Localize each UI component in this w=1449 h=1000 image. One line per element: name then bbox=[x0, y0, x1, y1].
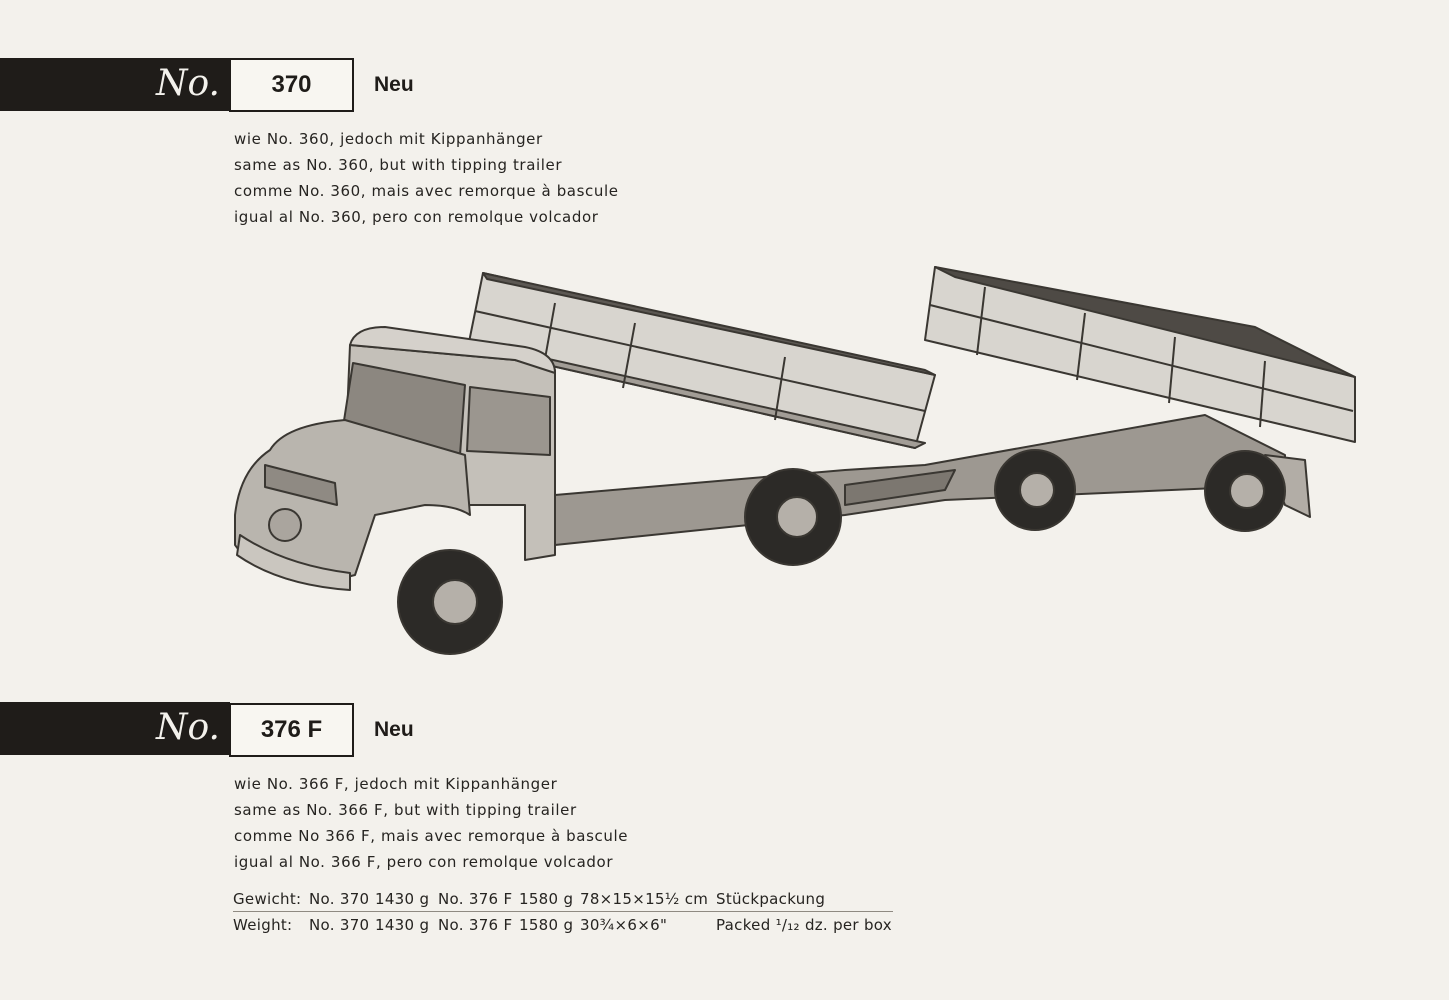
spec-a-number: No. 370 bbox=[309, 916, 370, 934]
spec-size: 30¾×6×6" bbox=[580, 916, 668, 934]
spec-row-english bbox=[233, 912, 898, 938]
description-fr: comme No. 360, mais avec remorque à bascule bbox=[234, 182, 619, 200]
spec-label: Weight: bbox=[233, 916, 293, 934]
spec-packing: Packed ¹/₁₂ dz. per box bbox=[716, 916, 892, 934]
product-number: 370 bbox=[229, 58, 354, 112]
spec-b-weight: 1580 g bbox=[519, 890, 574, 908]
spec-b-number: No. 376 F bbox=[438, 890, 513, 908]
spec-b-number: No. 376 F bbox=[438, 916, 513, 934]
description-fr: comme No 366 F, mais avec remorque à bascule bbox=[234, 827, 629, 845]
spec-b-weight: 1580 g bbox=[519, 916, 574, 934]
no-label: No. bbox=[156, 63, 220, 104]
spec-a-weight: 1430 g bbox=[375, 916, 430, 934]
spec-a-number: No. 370 bbox=[309, 890, 370, 908]
description-es: igual al No. 366 F, pero con remolque volcador bbox=[234, 853, 614, 871]
description-de: wie No. 366 F, jedoch mit Kippanhänger bbox=[234, 775, 558, 793]
spec-packing: Stückpackung bbox=[716, 890, 826, 908]
spec-size: 78×15×15½ cm bbox=[580, 890, 709, 908]
spec-label: Gewicht: bbox=[233, 890, 302, 908]
spec-row-german bbox=[233, 886, 898, 912]
truck-trailer-illustration bbox=[225, 255, 1375, 675]
description-es: igual al No. 360, pero con remolque volcador bbox=[234, 208, 599, 226]
specs-table bbox=[233, 886, 898, 938]
new-badge: Neu bbox=[374, 73, 414, 96]
spec-a-weight: 1430 g bbox=[375, 890, 430, 908]
description-en: same as No. 360, but with tipping trailer bbox=[234, 156, 563, 174]
number-bar bbox=[0, 702, 230, 755]
new-badge: Neu bbox=[374, 718, 414, 741]
number-bar bbox=[0, 58, 230, 111]
description-370 bbox=[234, 126, 619, 230]
description-en: same as No. 366 F, but with tipping trailer bbox=[234, 801, 577, 819]
description-376f bbox=[234, 771, 628, 875]
description-de: wie No. 360, jedoch mit Kippanhänger bbox=[234, 130, 543, 148]
no-label: No. bbox=[156, 707, 220, 748]
product-number: 376 F bbox=[229, 703, 354, 757]
